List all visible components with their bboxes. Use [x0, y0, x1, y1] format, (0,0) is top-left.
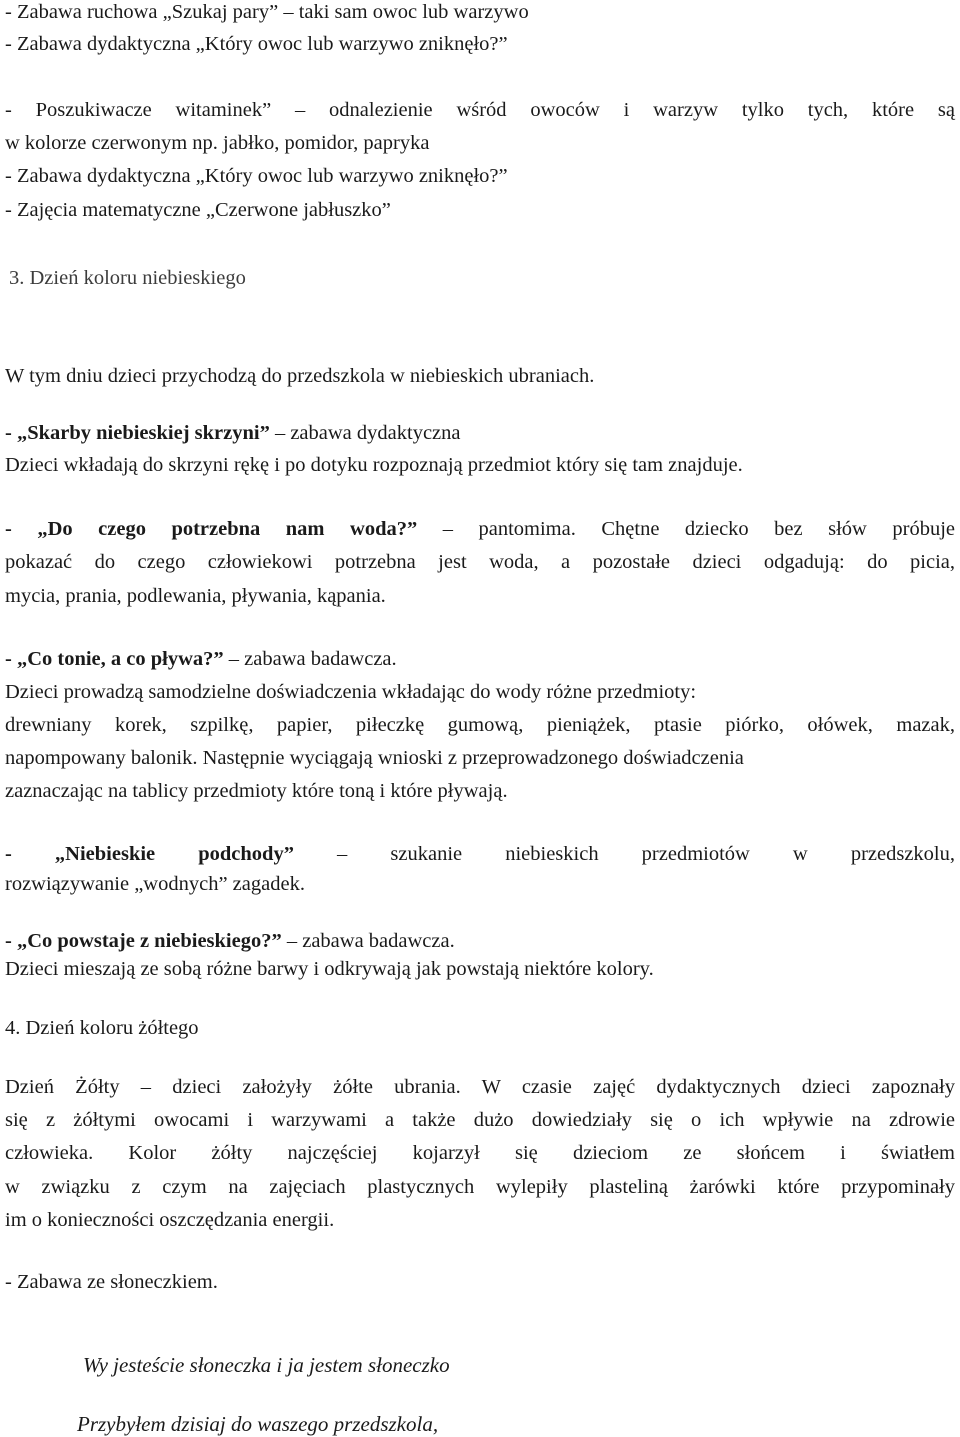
- text-line: w kolorze czerwonym np. jabłko, pomidor, papryka: [5, 132, 430, 154]
- activity-title: [5, 421, 461, 445]
- text-line: w związku z czym na zajęciach plastycznych wylepiły plasteliną żarówki które przypominały: [5, 1176, 955, 1198]
- text-line: - Zabawa dydaktyczna „Który owoc lub warzywo zniknęło?”: [5, 33, 508, 55]
- text-line: napompowany balonik. Następnie wyciągają wnioski z przeprowadzonego doświadczenia: [5, 747, 744, 769]
- text-line: im o konieczności oszczędzania energii.: [5, 1209, 335, 1231]
- text-line: pokazać do czego człowiekowi potrzebna jest woda, a pozostałe dzieci odgadują: do picia,: [5, 551, 955, 573]
- activity-title: [5, 647, 397, 671]
- text-line: Dzieci wkładają do skrzyni rękę i po dotyku rozpoznają przedmiot który się tam znajduje.: [5, 454, 743, 476]
- text-line: Dzieci mieszają ze sobą różne barwy i odkrywają jak powstają niektóre kolory.: [5, 958, 654, 980]
- text-line: rozwiązywanie „wodnych” zagadek.: [5, 873, 305, 895]
- text-line: - Zabawa ruchowa „Szukaj pary” – taki sam owoc lub warzywo: [5, 1, 529, 23]
- text-line: drewniany korek, szpilkę, papier, piłeczkę gumową, pieniążek, ptasie piórko, ołówek, mazak,: [5, 714, 955, 736]
- section-heading: 4. Dzień koloru żółtego: [5, 1017, 199, 1039]
- activity-desc: – zabawa badawcza.: [223, 648, 397, 670]
- text-line: - Zabawa ze słoneczkiem.: [5, 1271, 218, 1293]
- text-line: mycia, prania, podlewania, pływania, kąpania.: [5, 585, 386, 607]
- activity-title: [5, 517, 955, 541]
- poem-line: Przybyłem dzisiaj do waszego przedszkola,: [77, 1412, 439, 1436]
- text-line: Dzieci prowadzą samodzielne doświadczenia wkładając do wody różne przedmioty:: [5, 681, 697, 703]
- text-line: - Zajęcia matematyczne „Czerwone jabłuszko”: [5, 199, 391, 221]
- activity-name: - „Skarby niebieskiej skrzyni”: [5, 422, 270, 444]
- activity-name: - „Do czego potrzebna nam woda?”: [5, 518, 418, 540]
- text-line: W tym dniu dzieci przychodzą do przedszkola w niebieskich ubraniach.: [5, 365, 595, 387]
- text-line: Dzień Żółty – dzieci założyły żółte ubrania. W czasie zajęć dydaktycznych dzieci zapoznały: [5, 1076, 955, 1098]
- text-line: zaznaczając na tablicy przedmioty które toną i które pływają.: [5, 780, 508, 802]
- activity-desc: – zabawa dydaktyczna: [269, 422, 461, 444]
- activity-title: [5, 842, 955, 866]
- activity-desc: – pantomima. Chętne dziecko bez słów próbuje: [417, 518, 955, 540]
- activity-name: - „Niebieskie podchody”: [5, 843, 294, 865]
- section-heading: 3. Dzień koloru niebieskiego: [9, 267, 246, 289]
- text-line: człowieka. Kolor żółty najczęściej kojarzył się dzieciom ze słońcem i światłem: [5, 1142, 955, 1164]
- text-line: się z żółtymi owocami i warzywami a także dużo dowiedziały się o ich wpływie na zdrowie: [5, 1109, 955, 1131]
- text-line: - Poszukiwacze witaminek” – odnalezienie wśród owoców i warzyw tylko tych, które są: [5, 99, 955, 121]
- activity-name: - „Co powstaje z niebieskiego?”: [5, 930, 282, 952]
- activity-name: - „Co tonie, a co pływa?”: [5, 648, 224, 670]
- activity-desc: – szukanie niebieskich przedmiotów w przedszkolu,: [293, 843, 955, 865]
- activity-title: [5, 929, 455, 953]
- activity-desc: – zabawa badawcza.: [281, 930, 455, 952]
- poem-line: Wy jesteście słoneczka i ja jestem słoneczko: [83, 1353, 450, 1377]
- text-line: - Zabawa dydaktyczna „Który owoc lub warzywo zniknęło?”: [5, 165, 508, 187]
